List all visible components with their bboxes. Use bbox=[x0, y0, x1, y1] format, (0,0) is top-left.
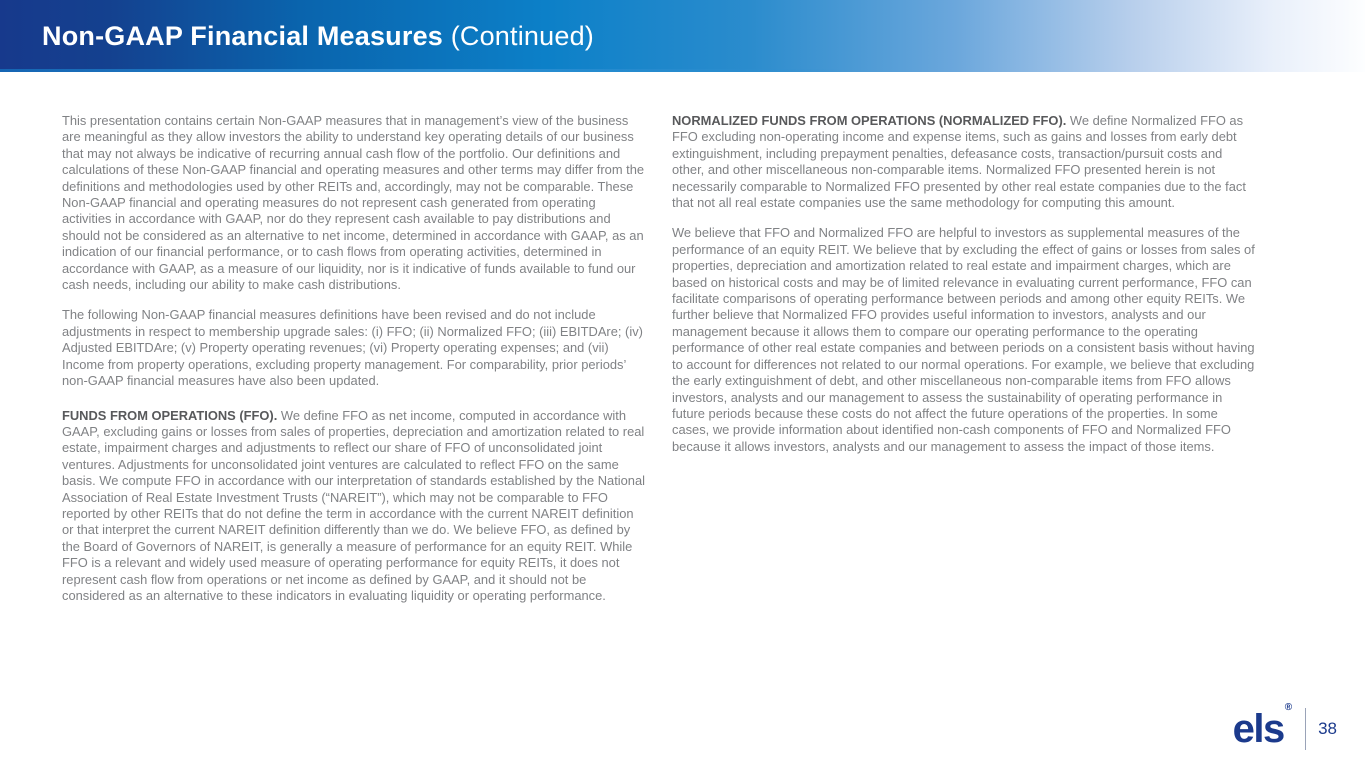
page-title bbox=[42, 21, 594, 52]
page-number: 38 bbox=[1318, 719, 1337, 738]
registered-trademark-icon: ® bbox=[1284, 701, 1293, 713]
left-column bbox=[62, 113, 648, 618]
paragraph-ffo-usefulness: We believe that FFO and Normalized FFO are helpful to investors as supplemental measures of the performance of an equity REIT. We believe that by excluding the effect of gains or losses from sales of properties, depreciation and amortization related to real estate and impairment charges, which are based on historical costs and may be of limited relevance in evaluating current performance, FFO can facilitate comparisons of operating performance between periods and among other equity REITs. We further believe that Normalized FFO provides useful information to investors, analysts and our management because it allows them to compare our operating performance to the operating performance of other real estate companies and between periods on a consistent basis without having to account for differences not related to our normal operations. For example, we believe that excluding the early extinguishment of debt, and other miscellaneous non-comparable items from FFO allows investors, analysts and our management to assess the sustainability of operating performance in future periods because these costs do not affect the future operations of the properties. In some cases, we provide information about identified non-cash components of FFO and Normalized FFO because it allows investors, analysts and our management to assess the impact of those items. bbox=[672, 225, 1255, 454]
footer-divider bbox=[1305, 708, 1306, 750]
normalized-ffo-heading: NORMALIZED FUNDS FROM OPERATIONS (NORMALIZED FFO). bbox=[672, 113, 1067, 128]
paragraph-ffo-definition bbox=[62, 408, 648, 605]
ffo-heading: FUNDS FROM OPERATIONS (FFO). bbox=[62, 407, 278, 423]
paragraph-intro: This presentation contains certain Non-GAAP measures that in management’s view of the business are meaningful as they allow investors the ability to understand key operating details of our business that may not always be indicative of recurring annual cash flow of the portfolio. Our definitions and calculations of these Non-GAAP financial and operating measures and other terms may differ from the definitions and methodologies used by other REITs and, accordingly, may not be comparable. These Non-GAAP financial and operating measures do not represent cash generated from operating activities in accordance with GAAP, nor do they represent cash available to pay distributions and should not be considered as an alternative to net income, determined in accordance with GAAP, as an indication of our financial performance, or to cash flows from operating activities, determined in accordance with GAAP, as a measure of our liquidity, nor is it indicative of funds available to fund our cash needs, including our ability to make cash distributions. bbox=[62, 113, 645, 293]
slide-footer bbox=[1232, 701, 1337, 751]
page-title-main: Non-GAAP Financial Measures bbox=[42, 20, 443, 51]
normalized-ffo-body-text: We define Normalized FFO as FFO excluding non-operating income and expense items, such as gains and losses from early debt extinguishment, including prepayment penalties, defeasance costs, transaction/pursuit costs and other, and other miscellaneous non-comparable items. Normalized FFO presented herein is not necessarily comparable to Normalized FFO presented by other real estate companies due to the fact that not all real estate companies use the same methodology for computing this amount. bbox=[672, 113, 1246, 211]
slide-header-bar bbox=[0, 0, 1365, 72]
right-column bbox=[672, 113, 1258, 618]
slide-body bbox=[62, 113, 1258, 618]
paragraph-definitions-list: The following Non-GAAP financial measures definitions have been revised and do not include adjustments in respect to membership upgrade sales: (i) FFO; (ii) Normalized FFO; (iii) EBITDAre; (iv) Adjusted EBITDAre; (v) Property operating revenues; (vi) Property operating expenses; and (vii) Income from property operations, excluding property management. For comparability, prior periods’ non-GAAP financial measures have also been updated. bbox=[62, 307, 643, 389]
paragraph-normalized-ffo-definition bbox=[672, 113, 1258, 211]
ffo-body-text: We define FFO as net income, computed in accordance with GAAP, excluding gains or losses from sales of properties, depreciation and amortization related to real estate, impairment charges and adjustments to reflect our share of FFO of unconsolidated joint ventures. Adjustments for unconsolidated joint ventures are calculated to reflect FFO on the same basis. We compute FFO in accordance with our interpretation of standards established by the National Association of Real Estate Investment Trusts (“NAREIT”), which may not be comparable to FFO reported by other REITs that do not define the term in accordance with the current NAREIT definition or that interpret the current NAREIT definition differently than we do. We believe FFO, as defined by the Board of Governors of NAREIT, is generally a measure of performance for an equity REIT. While FFO is a relevant and widely used measure of operating performance for equity REITs, it does not represent cash flow from operations or net income as defined by GAAP, and it should not be considered as an alternative to these indicators in evaluating liquidity or operating performance. bbox=[62, 407, 646, 603]
els-logo bbox=[1232, 701, 1297, 751]
page-title-continued: (Continued) bbox=[450, 20, 594, 51]
els-logo-text: els bbox=[1232, 707, 1284, 751]
